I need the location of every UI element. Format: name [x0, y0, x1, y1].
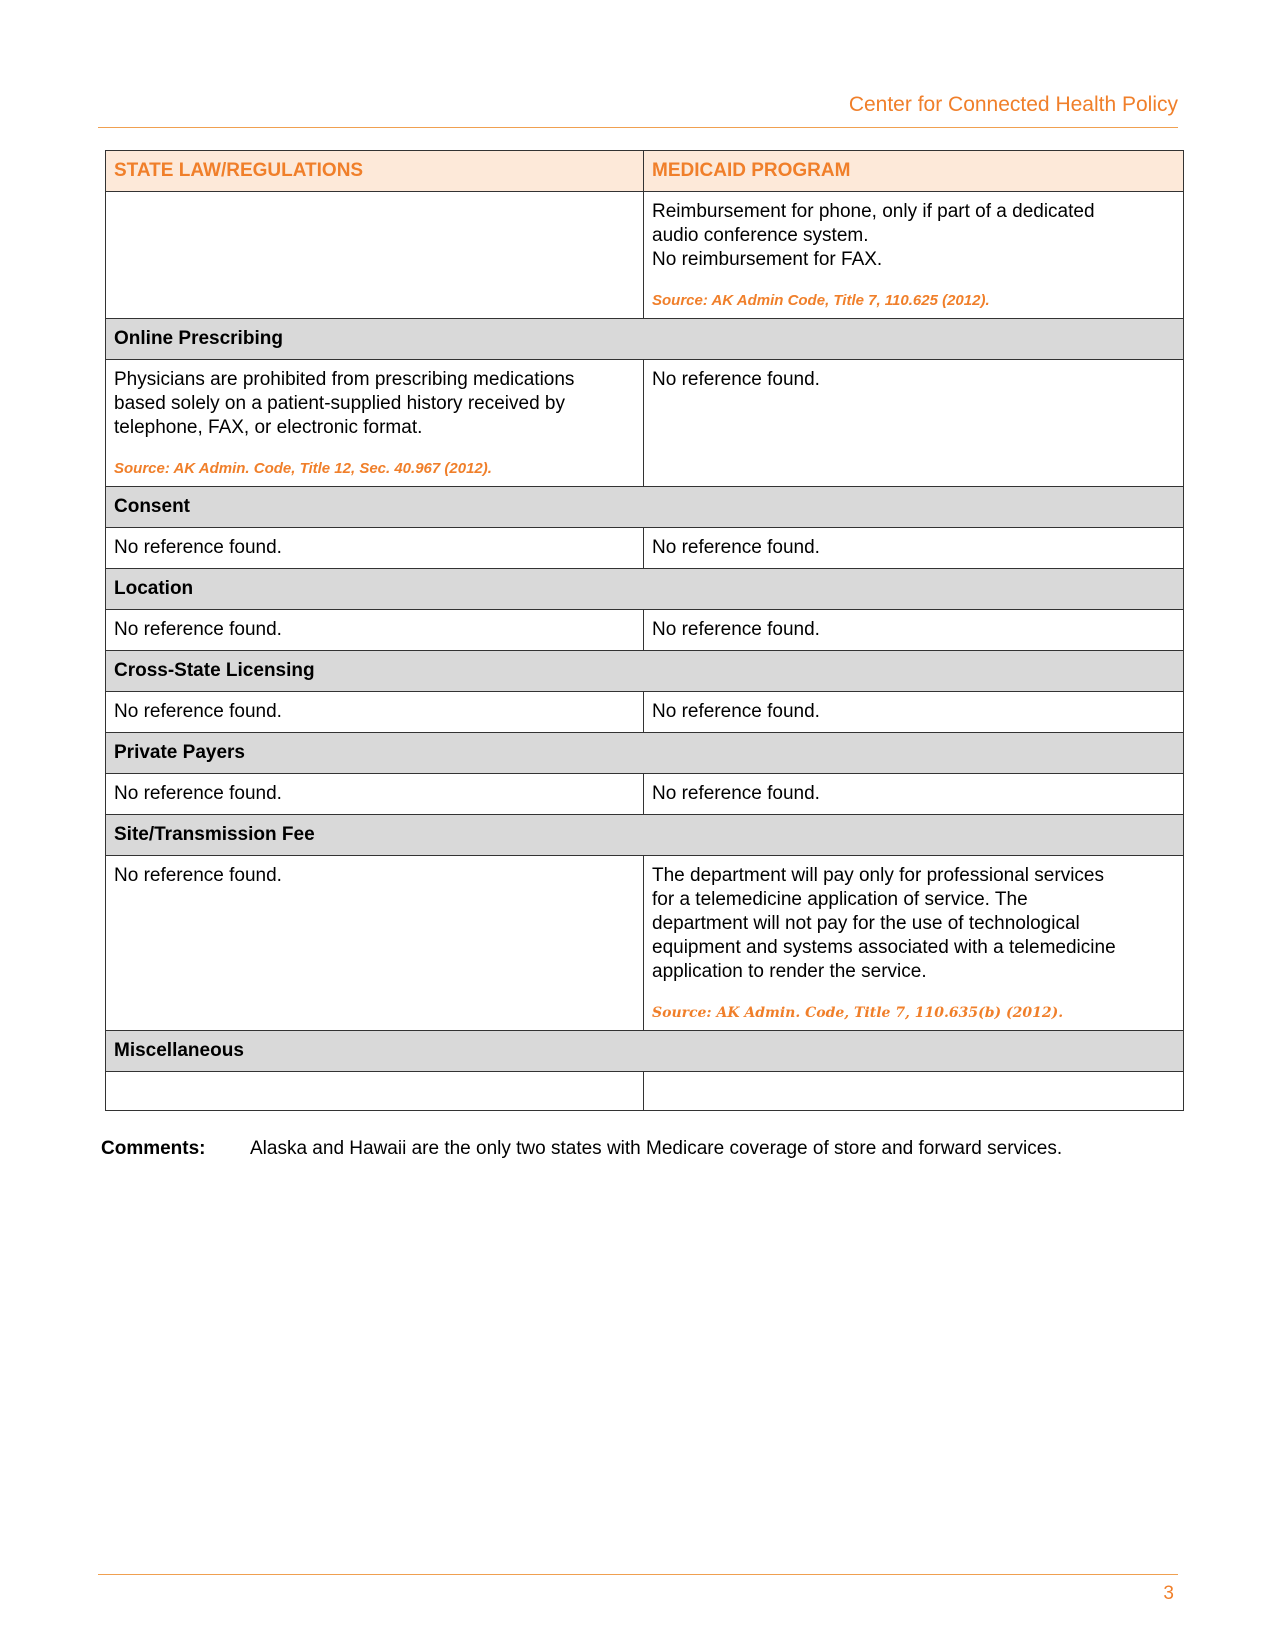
cell-medicaid-private-payers: No reference found. — [644, 774, 1184, 815]
comments — [101, 1138, 1062, 1160]
text-line: audio conference system. — [652, 225, 869, 246]
section-row-cross-state-licensing — [106, 651, 1184, 692]
section-row-online-prescribing — [106, 319, 1184, 360]
table-header-row — [106, 151, 1184, 192]
policy-table — [105, 150, 1184, 1111]
section-row-site-transmission-fee — [106, 815, 1184, 856]
source-citation: Source: AK Admin Code, Title 7, 110.625 (2012). — [652, 292, 990, 309]
cell-state-empty — [106, 192, 644, 319]
cell-state-private-payers: No reference found. — [106, 774, 644, 815]
source-citation: Source: AK Admin. Code, Title 12, Sec. 40.967 (2012). — [114, 460, 492, 477]
header-title: Center for Connected Health Policy — [848, 93, 1178, 116]
comments-text: Alaska and Hawaii are the only two states with Medicare coverage of store and forward services. — [250, 1138, 1063, 1159]
cell-state-online-prescribing — [106, 360, 644, 487]
comments-label: Comments: — [101, 1138, 206, 1159]
cell-medicaid-consent: No reference found. — [644, 528, 1184, 569]
section-row-consent — [106, 487, 1184, 528]
table-row — [106, 692, 1184, 733]
table-row — [106, 774, 1184, 815]
text-line: telephone, FAX, or electronic format. — [114, 417, 423, 438]
cell-medicaid-phone — [644, 192, 1184, 319]
table-row — [106, 192, 1184, 319]
section-row-private-payers — [106, 733, 1184, 774]
table-row — [106, 1072, 1184, 1111]
text-line: The department will pay only for professional services — [652, 865, 1104, 886]
section-title: Location — [106, 569, 1184, 610]
cell-medicaid-misc — [644, 1072, 1184, 1111]
text-line: Reimbursement for phone, only if part of a dedicated — [652, 201, 1095, 222]
cell-state-site-fee: No reference found. — [106, 856, 644, 1031]
col-header-state-law: STATE LAW/REGULATIONS — [106, 151, 644, 192]
header-divider — [98, 127, 1178, 128]
section-title: Online Prescribing — [106, 319, 1184, 360]
section-title: Miscellaneous — [106, 1031, 1184, 1072]
text-line: No reimbursement for FAX. — [652, 249, 883, 270]
section-title: Cross-State Licensing — [106, 651, 1184, 692]
table-row — [106, 610, 1184, 651]
cell-state-consent: No reference found. — [106, 528, 644, 569]
cell-medicaid-site-fee — [644, 856, 1184, 1031]
cell-medicaid-online-prescribing: No reference found. — [644, 360, 1184, 487]
source-citation: Source: AK Admin. Code, Title 7, 110.635(b) (2012). — [652, 1005, 1064, 1021]
text-line: Physicians are prohibited from prescribing medications — [114, 369, 575, 390]
text-line: department will not pay for the use of technological — [652, 913, 1080, 934]
table-row — [106, 528, 1184, 569]
cell-medicaid-cross-state: No reference found. — [644, 692, 1184, 733]
cell-medicaid-location: No reference found. — [644, 610, 1184, 651]
text-line: application to render the service. — [652, 961, 927, 982]
text-line: equipment and systems associated with a telemedicine — [652, 937, 1116, 958]
section-row-miscellaneous — [106, 1031, 1184, 1072]
col-header-medicaid: MEDICAID PROGRAM — [644, 151, 1184, 192]
table-row — [106, 856, 1184, 1031]
cell-state-location: No reference found. — [106, 610, 644, 651]
cell-state-misc — [106, 1072, 644, 1111]
cell-state-cross-state: No reference found. — [106, 692, 644, 733]
section-row-location — [106, 569, 1184, 610]
footer-divider — [98, 1574, 1178, 1575]
section-title: Consent — [106, 487, 1184, 528]
section-title: Private Payers — [106, 733, 1184, 774]
section-title: Site/Transmission Fee — [106, 815, 1184, 856]
table-row — [106, 360, 1184, 487]
text-line: for a telemedicine application of service. The — [652, 889, 1028, 910]
text-line: based solely on a patient-supplied history received by — [114, 393, 565, 414]
page-number: 3 — [1163, 1583, 1174, 1604]
